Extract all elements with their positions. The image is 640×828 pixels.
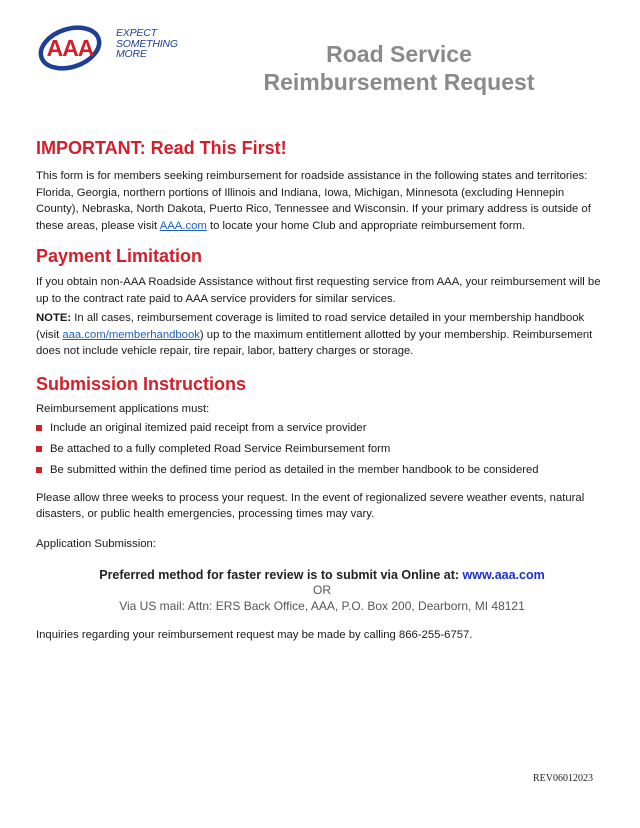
important-text-after: to locate your home Club and appropriate reimbursement form.	[206, 219, 526, 232]
application-submission-label: Application Submission:	[36, 537, 156, 550]
processing-text: Please allow three weeks to process your request. In the event of regionalized severe weather events, natural disasters, or public health emergencies, processing times may vary.	[36, 491, 585, 520]
list-item	[36, 441, 608, 458]
important-text	[36, 168, 608, 234]
title-line-2: Reimbursement Request	[263, 69, 535, 95]
list-item-text: Be submitted within the defined time period as detailed in the member handbook to be considered	[50, 464, 539, 476]
important-text-before: This form is for members seeking reimbursement for roadside assistance in the following states and territories: Florida, Georgia, northern portions of Illinois and Indiana, Iowa, Michigan, Minnesota (excluding Hennepin County), Nebraska, North Dakota, Puerto Rico, Tennessee and Wisconsin. If your primary address is outside of these areas, please visit	[36, 170, 591, 232]
bullet-square-icon	[36, 467, 42, 473]
page-title	[240, 40, 558, 96]
payment-text: If you obtain non-AAA Roadside Assistance without first requesting service from AAA, your reimbursement will be up to the contract rate paid to AAA service providers for similar services.	[36, 276, 601, 305]
submission-intro: Reimbursement applications must:	[36, 402, 210, 415]
requirements-list	[36, 420, 608, 479]
list-item-text: Include an original itemized paid receipt from a service provider	[50, 422, 367, 434]
payment-heading: Payment Limitation	[36, 246, 203, 266]
important-heading: IMPORTANT: Read This First!	[36, 138, 287, 158]
or-separator: OR	[313, 583, 331, 597]
note-before: In all cases, reimbursement coverage is limited to road service detailed in your membership handbook (visit	[36, 312, 585, 341]
list-item	[36, 462, 608, 479]
aaa-logo-mark: AAA	[46, 35, 94, 61]
aaa-logo-icon	[36, 24, 112, 74]
main-content	[36, 137, 608, 644]
list-item-text: Be attached to a fully completed Road Service Reimbursement form	[50, 443, 391, 455]
member-handbook-link[interactable]: aaa.com/memberhandbook	[62, 328, 200, 341]
list-item	[36, 420, 608, 437]
tagline-line: EXPECT	[116, 27, 157, 39]
revision-code: REV06012023	[533, 773, 593, 784]
submission-methods	[36, 567, 608, 615]
bullet-square-icon	[36, 425, 42, 431]
bullet-square-icon	[36, 446, 42, 452]
aaa-website-link[interactable]: www.aaa.com	[462, 568, 545, 582]
note-after: ) up to the maximum entitlement allotted by your membership. Reimbursement does not include vehicle repair, tire repair, labor, battery charges or storage.	[36, 328, 593, 357]
preferred-method	[36, 567, 608, 583]
aaa-logo	[36, 24, 186, 74]
mail-address: Via US mail: Attn: ERS Back Office, AAA, P.O. Box 200, Dearborn, MI 48121	[119, 599, 525, 613]
title-line-1: Road Service	[326, 41, 472, 67]
aaa-com-link[interactable]: AAA.com	[159, 219, 207, 232]
tagline-line: SOMETHING	[116, 37, 178, 50]
payment-note	[36, 310, 608, 360]
submission-heading: Submission Instructions	[36, 373, 247, 394]
inquiries-text: Inquiries regarding your reimbursement request may be made by calling 866-255-6757.	[36, 629, 473, 641]
note-label: NOTE:	[36, 312, 72, 324]
tagline-line: MORE	[116, 48, 147, 60]
logo-tagline	[116, 28, 178, 60]
preferred-text: Preferred method for faster review is to submit via Online at:	[99, 568, 463, 582]
